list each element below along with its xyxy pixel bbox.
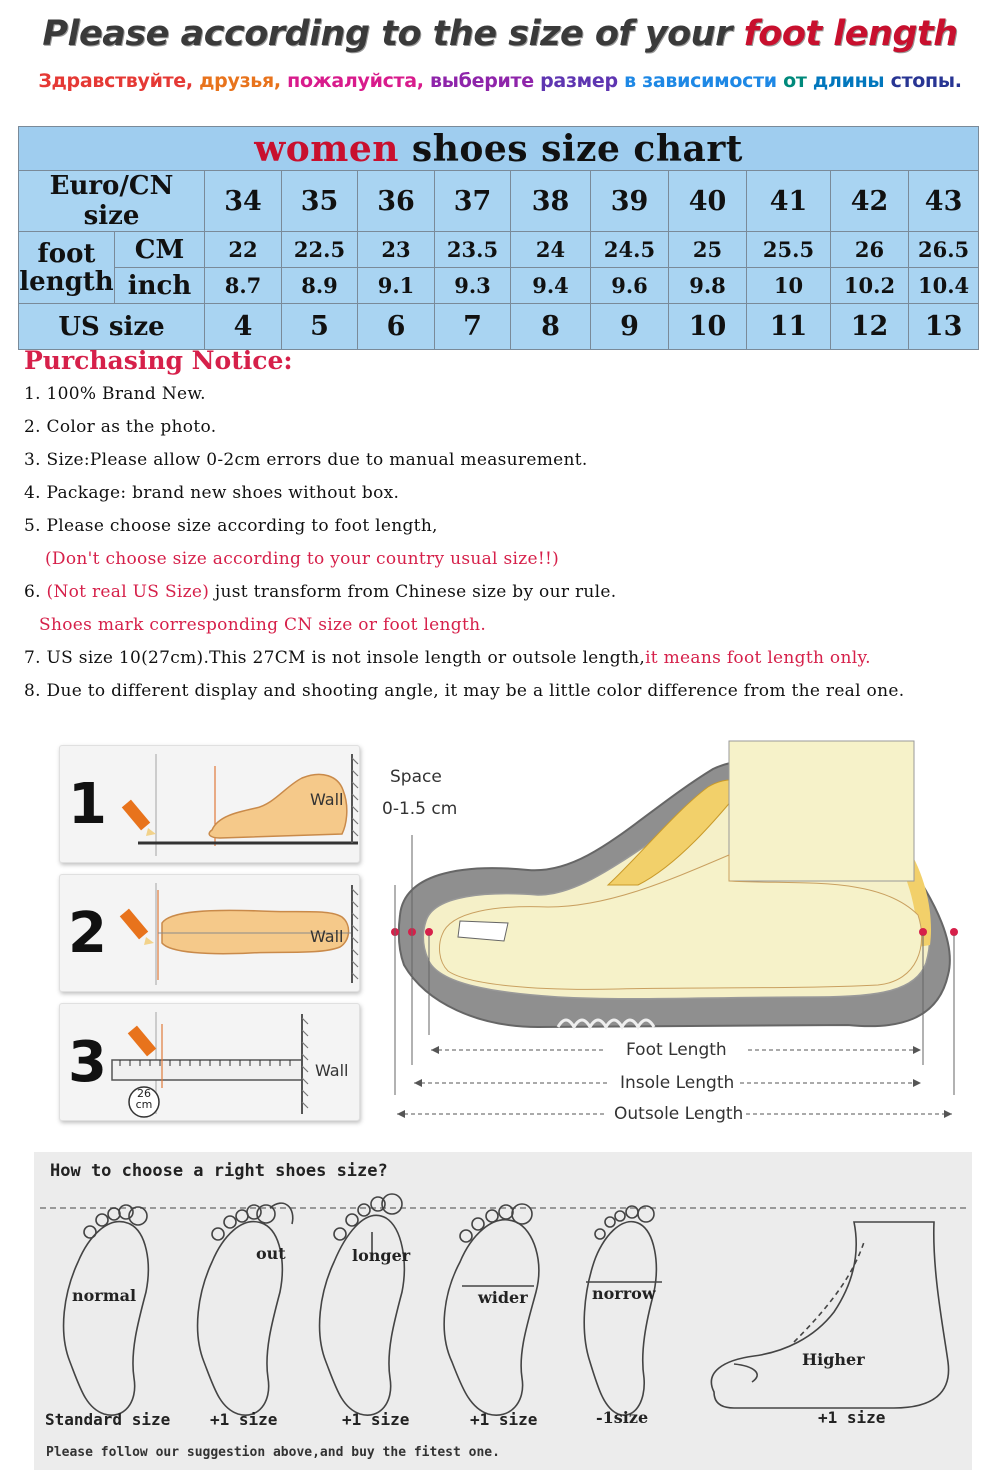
us-size-cell: 4 (205, 304, 282, 350)
foot-length-label: foot length (19, 232, 115, 304)
subtitle-part: размер (540, 70, 625, 92)
wall-label: Wall (310, 790, 344, 809)
how-to-choose-panel (34, 1152, 972, 1470)
inch-cell: 9.4 (511, 268, 591, 304)
subtitle-part: длины (812, 70, 891, 92)
us-size-cell: 9 (591, 304, 669, 350)
notice-item (24, 648, 871, 668)
cm-row (19, 232, 979, 268)
us-size-cell: 7 (435, 304, 511, 350)
inch-cell: 8.9 (282, 268, 358, 304)
foot-label-longer: longer (352, 1246, 411, 1265)
inch-cell: 9.8 (669, 268, 747, 304)
notice-warning: it means foot length only. (645, 648, 871, 668)
size-chart-table (18, 126, 979, 350)
foot-caption: +1 size (470, 1410, 538, 1429)
cm-cell: 26.5 (909, 232, 979, 268)
notice-item: 1. 100% Brand New. (24, 384, 206, 404)
inch-cell: 9.3 (435, 268, 511, 304)
subtitle-part: пожалуйста, (287, 70, 431, 92)
euro-size-label: Euro/CN size (19, 171, 205, 232)
foot-caption: +1 size (210, 1410, 278, 1429)
euro-size-cell: 37 (435, 171, 511, 232)
inch-cell: 10.2 (831, 268, 909, 304)
notice-item: 8. Due to different display and shooting angle, it may be a little color difference from the real one. (24, 681, 905, 701)
cm-cell: 22.5 (282, 232, 358, 268)
cm-cell: 24 (511, 232, 591, 268)
space-label: Space (390, 767, 442, 787)
euro-size-cell: 36 (358, 171, 435, 232)
cm-cell: 23.5 (435, 232, 511, 268)
step-number: 2 (68, 901, 107, 966)
subtitle-part: друзья, (199, 70, 288, 92)
foot-caption: -1size (596, 1408, 649, 1427)
euro-size-cell: 38 (511, 171, 591, 232)
inch-cell: 10 (747, 268, 831, 304)
foot-label-out: out (256, 1244, 286, 1263)
size-chart-title-accent: women (254, 127, 399, 170)
space-range: 0-1.5 cm (382, 799, 458, 819)
us-size-cell: 12 (831, 304, 909, 350)
subtitle-part: Здравствуйте, (38, 70, 200, 92)
notice-warning: (Don't choose size according to your country usual size!!) (45, 549, 560, 569)
cm-cell: 22 (205, 232, 282, 268)
euro-size-cell: 42 (831, 171, 909, 232)
banner-title-accent: foot length (743, 14, 958, 54)
inch-cell: 10.4 (909, 268, 979, 304)
banner-title (0, 14, 1000, 54)
cm-label: CM (115, 232, 205, 268)
cm-cell: 25 (669, 232, 747, 268)
foot-caption: +1 size (818, 1408, 886, 1427)
measure-step-panel (59, 874, 360, 992)
euro-size-cell: 35 (282, 171, 358, 232)
size-chart-title (19, 127, 979, 171)
measure-step-panel (59, 745, 360, 863)
euro-size-cell: 39 (591, 171, 669, 232)
outsole-length-label: Outsole Length (614, 1104, 744, 1124)
notice-warning: (Not real US Size) (46, 582, 210, 602)
cm-cell: 24.5 (591, 232, 669, 268)
notice-item: 5. Please choose size according to foot length, (24, 516, 438, 536)
cm-cell: 25.5 (747, 232, 831, 268)
shoe-length-diagram (378, 735, 978, 1135)
step-number: 1 (68, 772, 107, 837)
suggestion-footnote: Please follow our suggestion above,and buy the fitest one. (46, 1445, 500, 1460)
euro-size-cell: 40 (669, 171, 747, 232)
euro-size-cell: 34 (205, 171, 282, 232)
inch-row (19, 268, 979, 304)
wall-label: Wall (310, 927, 344, 946)
inch-cell: 8.7 (205, 268, 282, 304)
foot-label-normal: normal (72, 1286, 137, 1305)
notice-item: 3. Size:Please allow 0-2cm errors due to manual measurement. (24, 450, 588, 470)
foot-label-norrow: norrow (592, 1284, 656, 1303)
euro-size-cell: 41 (747, 171, 831, 232)
subtitle-part: в зависимости (624, 70, 784, 92)
notice-item (24, 582, 616, 602)
us-size-label: US size (19, 304, 205, 350)
us-size-cell: 5 (282, 304, 358, 350)
notice-item-text: just transform from Chinese size by our rule. (209, 582, 617, 602)
euro-size-row (19, 171, 979, 232)
inch-cell: 9.6 (591, 268, 669, 304)
us-size-cell: 6 (358, 304, 435, 350)
notice-item: 4. Package: brand new shoes without box. (24, 483, 400, 503)
subtitle-part: от (783, 70, 813, 92)
subtitle-part: выберите (430, 70, 541, 92)
ruler-unit: cm (135, 1098, 153, 1111)
cm-cell: 23 (358, 232, 435, 268)
size-chart-title-rest: shoes size chart (398, 127, 743, 170)
ruler-value: 26 (137, 1087, 151, 1100)
us-size-cell: 13 (909, 304, 979, 350)
insole-length-label: Insole Length (620, 1073, 735, 1093)
foot-label-wider: wider (478, 1288, 528, 1307)
foot-label-higher: Higher (802, 1350, 865, 1369)
wall-label: Wall (315, 1061, 349, 1080)
subtitle-part: стопы. (890, 70, 962, 92)
notice-item-text: 7. US size 10(27cm).This 27CM is not insole length or outsole length, (24, 648, 646, 668)
us-size-cell: 8 (511, 304, 591, 350)
euro-size-cell: 43 (909, 171, 979, 232)
notice-item: 2. Color as the photo. (24, 417, 217, 437)
foot-caption: +1 size (342, 1410, 410, 1429)
step-number: 3 (68, 1030, 107, 1095)
us-size-cell: 10 (669, 304, 747, 350)
us-size-cell: 11 (747, 304, 831, 350)
foot-caption: Standard size (45, 1410, 171, 1429)
how-to-choose-title: How to choose a right shoes size? (50, 1161, 388, 1181)
notice-warning: Shoes mark corresponding CN size or foot length. (39, 615, 487, 635)
russian-subtitle (0, 70, 1000, 92)
notice-item-num: 6. (24, 582, 47, 602)
banner-title-text: Please according to the size of your (42, 14, 744, 54)
purchasing-notice-title: Purchasing Notice: (24, 346, 293, 375)
us-size-row (19, 304, 979, 350)
measure-step-panel (59, 1003, 360, 1121)
inch-cell: 9.1 (358, 268, 435, 304)
ruler-reading (132, 1088, 156, 1110)
inch-label: inch (115, 268, 205, 304)
cm-cell: 26 (831, 232, 909, 268)
foot-length-label: Foot Length (626, 1040, 727, 1060)
